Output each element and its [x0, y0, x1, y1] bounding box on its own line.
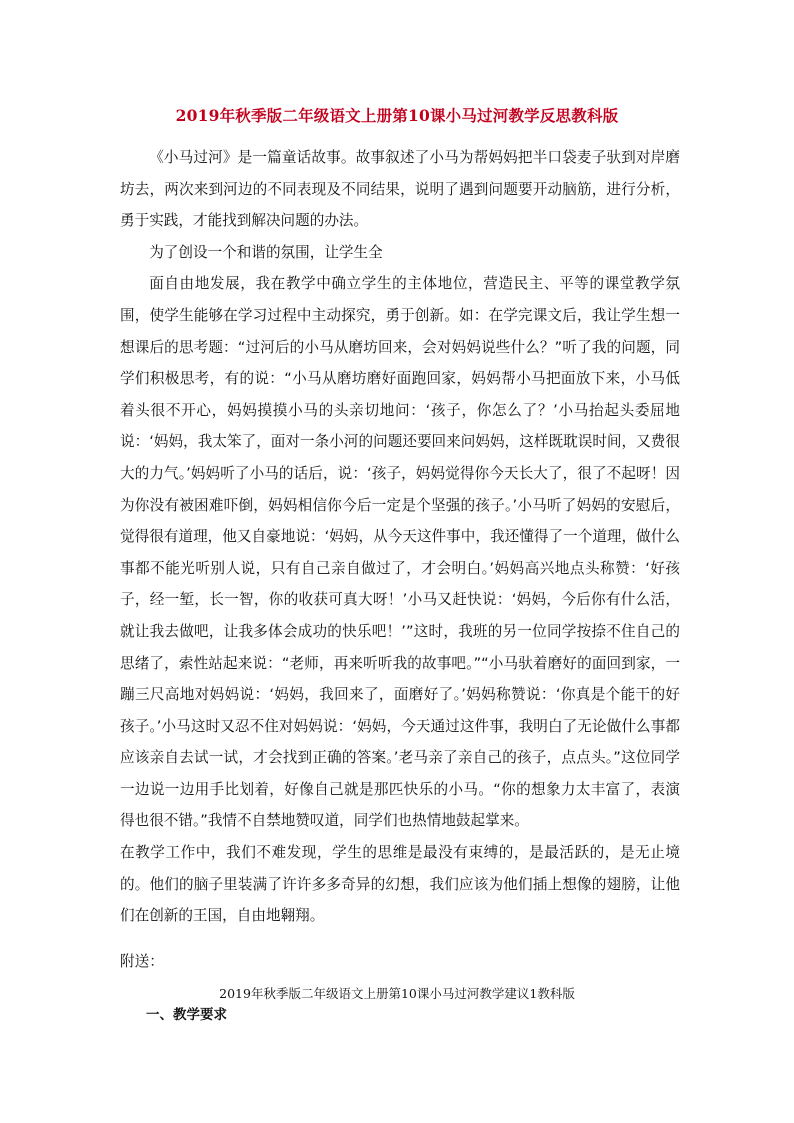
attachment-label: 附送： [120, 953, 164, 970]
attachment-title: 2019年秋季版二年级语文上册第10课小马过河教学建议1教科版 [219, 986, 575, 1001]
paragraph-main: 面自由地发展，我在教学中确立学生的主体地位，营造民主、平等的课堂教学氛围，使学生能够在学习过程中主动探究，勇于创新。如：在学完课文后，我让学生想一想课后的思考题：“过河后的小马从磨坊回来，会对妈妈说些什么？”听了我的问题，同学们积极思考，有的说：“小马从磨坊磨好面跑回家，妈妈帮小马把面放下来，小马低着头很不开心，妈妈摸摸小马的头亲切地问：‘孩子，你怎么了？’小马抬起头委屈地说：‘妈妈，我太笨了，面对一条小河的问题还要回来问妈妈，这样既耽误时间，又费很大的力气。’妈妈听了小马的话后，说：‘孩子，妈妈觉得你今天长大了，很了不起呀！因为你没有被困难吓倒，妈妈相信你今后一定是个坚强的孩子。’小马听了妈妈的安慰后，觉得很有道理，他又自豪地说：‘妈妈，从今天这件事中，我还懂得了一个道理，做什么事都不能光听别人说，只有自己亲自做过了，才会明白。’妈妈高兴地点头称赞：‘好孩子，经一堑，长一智，你的收获可真大呀！’小马又赶快说：‘妈妈，今后你有什么活，就让我去做吧，让我多体会成功的快乐吧！’”这时，我班的另一位同学按捺不住自己的思绪了，索性站起来说：“老师，再来听听我的故事吧。”“小马驮着磨好的面回到家，一蹦三尺高地对妈妈说：‘妈妈，我回来了，面磨好了。’妈妈称赞说：‘你真是个能干的好孩子。’小马这时又忍不住对妈妈说：‘妈妈，今天通过这件事，我明白了无论做什么事都应该亲自去试一试，才会找到正确的答案。’老马亲了亲自己的孩子，点点头。”这位同学一边说一边用手比划着，好像自己就是那匹快乐的小马。“你的想象力太丰富了，表演得也很不错。”我情不自禁地赞叹道，同学们也热情地鼓起掌来。 [120, 275, 680, 830]
document-body [120, 142, 680, 932]
paragraph-intro: 《小马过河》是一篇童话故事。故事叙述了小马为帮妈妈把半口袋麦子驮到对岸磨坊去，两次来到河边的不同表现及不同结果，说明了遇到问题要开动脑筋，进行分析，勇于实践，才能找到解决问题的办法。 [120, 149, 680, 230]
paragraph-conclusion: 在教学工作中，我们不难发现，学生的思维是最没有束缚的，是最活跃的，是无止境的。他们的脑子里装满了许许多多奇异的幻想，我们应该为他们插上想像的翅膀，让他们在创新的王国，自由地翱翔。 [120, 844, 680, 925]
document-title: 2019年秋季版二年级语文上册第10课小马过河教学反思教科版 [175, 106, 619, 125]
section-heading: 一、教学要求 [146, 1007, 227, 1023]
paragraph-short: 为了创设一个和谐的氛围，让学生全 [149, 243, 383, 261]
